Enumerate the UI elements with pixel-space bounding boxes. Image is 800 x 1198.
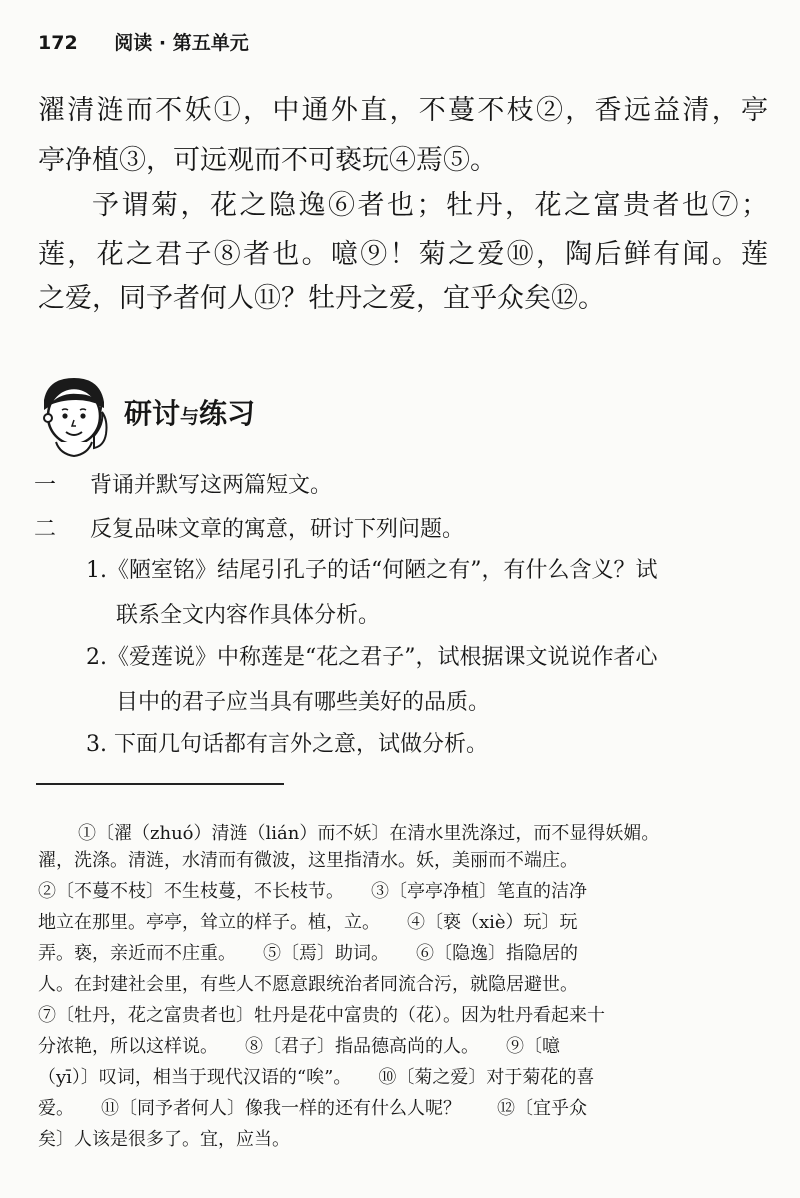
student-cartoon-icon	[30, 372, 116, 458]
footnote-line: （yī）〕叹词，相当于现代汉语的“唉”。 ⑩〔菊之爱〕对于菊花的喜	[38, 1067, 595, 1088]
footnote-line: ①〔濯（zhuó）清涟（lián）而不妖〕在清水里洗涤过，而不显得妖媚。	[78, 823, 660, 844]
footnote-line: ②〔不蔓不枝〕不生枝蔓，不长枝节。 ③〔亭亭净植〕笔直的洁净	[38, 881, 587, 902]
page-number: 172	[38, 32, 78, 54]
footnote-line: 分浓艳，所以这样说。 ⑧〔君子〕指品德高尚的人。 ⑨〔噫	[38, 1036, 560, 1057]
exercise-item: 二 反复品味文章的寓意，研讨下列问题。	[34, 517, 465, 542]
section-label: 阅读 · 第五单元	[114, 32, 249, 54]
section-title: 研讨与练习	[124, 397, 256, 430]
footnote-line: 濯，洗涤。清涟，水清而有微波，这里指清水。妖，美丽而不端庄。	[38, 850, 578, 871]
text-line: 之爱，同予者何人⑪？牡丹之爱，宜乎众矣⑫。	[38, 283, 605, 314]
footnote-line: ⑦〔牡丹，花之富贵者也〕牡丹是花中富贵的（花）。因为牡丹看起来十	[38, 1005, 605, 1026]
question-line: 2.《爱莲说》中称莲是“花之君子”，试根据课文说说作者心	[86, 645, 658, 670]
text-line: 予谓菊，花之隐逸⑥者也；牡丹，花之富贵者也⑦；	[92, 190, 768, 221]
question-line: 1.《陋室铭》结尾引孔子的话“何陋之有”，有什么含义？试	[86, 558, 658, 583]
text-line: 濯清涟而不妖①，中通外直，不蔓不枝②，香远益清，亭	[38, 95, 768, 126]
footnote-divider	[36, 783, 284, 785]
footnote-line: 弄。亵，亲近而不庄重。 ⑤〔焉〕助词。 ⑥〔隐逸〕指隐居的	[38, 943, 578, 964]
footnote-line: 爱。 ⑪〔同予者何人〕像我一样的还有什么人呢？ ⑫〔宜乎众	[38, 1098, 587, 1119]
page-header	[38, 28, 249, 55]
question-line: 联系全文内容作具体分析。	[116, 603, 381, 628]
text-line: 莲，花之君子⑧者也。噫⑨！菊之爱⑩，陶后鲜有闻。莲	[38, 239, 768, 270]
question-line: 3. 下面几句话都有言外之意，试做分析。	[86, 732, 488, 757]
exercise-item: 一 背诵并默写这两篇短文。	[34, 473, 333, 498]
footnote-line: 地立在那里。亭亭，耸立的样子。植，立。 ④〔亵（xiè）玩〕玩	[38, 912, 578, 933]
footnote-line: 人。在封建社会里，有些人不愿意跟统治者同流合污，就隐居避世。	[38, 974, 578, 995]
question-line: 目中的君子应当具有哪些美好的品质。	[116, 690, 491, 715]
text-line: 亭净植③，可远观而不可亵玩④焉⑤。	[38, 145, 497, 176]
footnotes	[38, 820, 778, 1153]
footnote-line: 矣〕人该是很多了。宜，应当。	[38, 1129, 290, 1150]
